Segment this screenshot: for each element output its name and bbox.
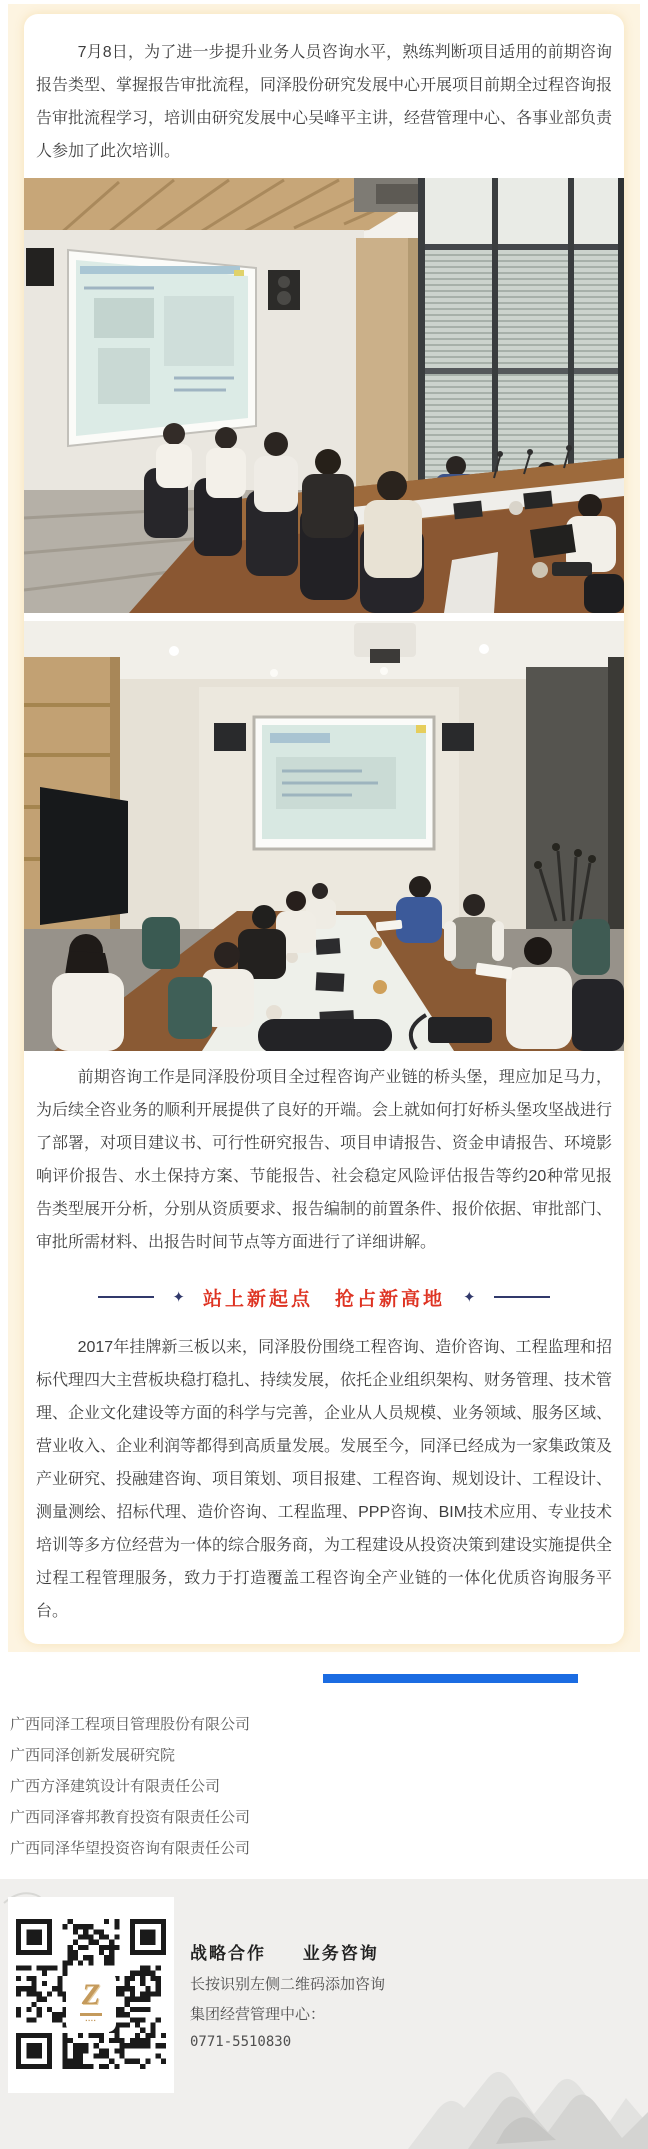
qr-code [8,1897,174,2093]
ink-mountains-decoration [408,2034,648,2149]
logo-mini-text: ▪▪▪▪ [85,2018,97,2024]
article-card [24,14,624,1644]
article-frame [8,4,640,1652]
slogan-rule-right [494,1296,550,1298]
meeting-photo-1-illustration [24,178,624,613]
department-label: 集团经营管理中心： [190,2006,326,2023]
slogan-part-2: 抢占新高地 [335,1288,446,1310]
diamond-icon: ✦ [172,1288,185,1306]
company-item: 广西同泽睿邦教育投资有限责任公司 [10,1809,251,1826]
paragraph-training-detail: 前期咨询工作是同泽股份项目全过程咨询产业链的桥头堡，理应加足马力，为后续全咨业务的顺利开展提供了良好的开端。会上就如何打好桥头堡攻坚战进行了部署，对项目建议书、可行性研究报告、项目申请报告、资金申请报告、环境影响评价报告、水土保持方案、节能报告、社会稳定风险评估报告等约20种常见报告类型展开分析，分别从资质要求、报告编制的前置条件、报价依据、审批部门、审批所需材料、出报告时间节点等方面进行了详细讲解。 [36,1069,613,1251]
contact-titles [190,1939,510,1964]
meeting-photo-1 [24,178,624,613]
slogan-rule-left [98,1296,154,1298]
paragraph-company-profile: 2017年挂牌新三板以来，同泽股份围绕工程咨询、造价咨询、工程监理和招标代理四大主营板块稳打稳扎、持续发展，依托企业组织架构、财务管理、技术管理、企业文化建设等方面的科学与完善，企业从人员规模、业务领域、服务区域、营业收入、企业利润等都得到高质量发展。发展至今，同泽已经成为一家集政策及产业研究、投融建咨询、项目策划、项目报建、工程咨询、规划设计、工程设计、测量测绘、招标代理、造价咨询、工程监理、PPP咨询、BIM技术应用、专业技术培训等多方位经营为一体的综合服务商，为工程建设从投资决策到建设实施提供全过程工程管理服务，致力于打造覆盖工程咨询全产业链的一体化优质咨询服务平台。 [36,1339,613,1620]
qr-instruction: 长按识别左侧二维码添加咨询 [190,1976,386,1993]
contact-title-strategic: 战略合作 [190,1944,266,1963]
company-list [0,1709,648,1864]
slogan-banner [34,1281,614,1313]
slogan-part-1: 站上新起点 [202,1288,313,1310]
contact-title-business: 业务咨询 [302,1944,379,1963]
blue-divider-bar [323,1674,578,1683]
company-item: 广西同泽创新发展研究院 [10,1747,176,1764]
company-item: 广西同泽华望投资咨询有限责任公司 [10,1840,251,1857]
company-item: 广西同泽工程项目管理股份有限公司 [10,1716,251,1733]
logo-z-glyph: Z [81,1978,101,2011]
company-item: 广西方泽建筑设计有限责任公司 [10,1778,221,1795]
contact-footer [0,1879,648,2149]
meeting-photo-2-illustration [24,621,624,1051]
phone-number: 0771-5510830 [190,2034,292,2050]
paragraph-intro: 7月8日，为了进一步提升业务人员咨询水平，熟练判断项目适用的前期咨询报告类型、掌握报告审批流程，同泽股份研究发展中心开展项目前期全过程咨询报告审批流程学习，培训由研究发展中心吴峰平主讲，经营管理中心、各事业部负责人参加了此次培训。 [36,44,613,160]
logo-underline [80,2013,102,2016]
qr-center-logo [68,1974,114,2030]
diamond-icon: ✦ [463,1288,476,1306]
meeting-photo-2 [24,621,624,1051]
